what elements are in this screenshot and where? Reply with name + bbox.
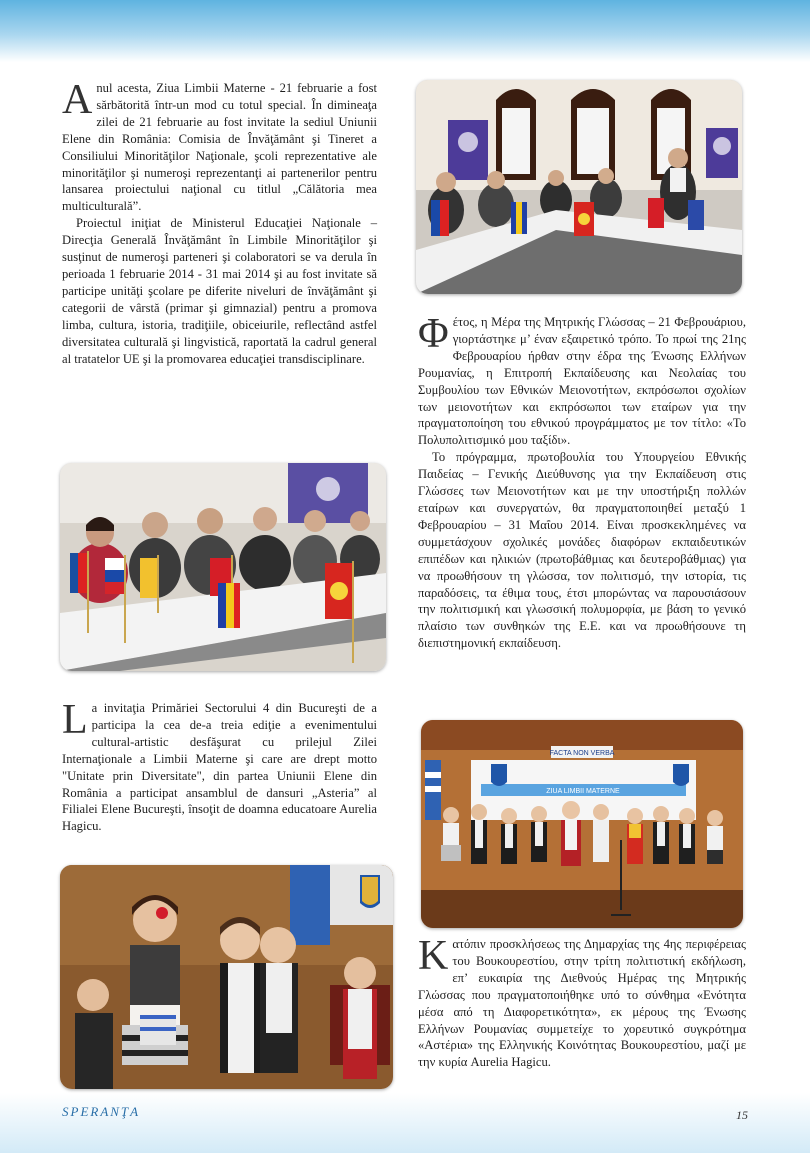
drop-cap: Φ	[418, 311, 449, 357]
article-greek-part2	[418, 933, 746, 1071]
article-greek-part1	[418, 311, 746, 652]
header-band	[0, 0, 810, 62]
drop-cap: A	[62, 77, 93, 123]
article-romanian-part1	[62, 77, 377, 367]
stage-banner-text: FACTA NON VERBA	[549, 750, 615, 757]
meeting-photo-left	[60, 463, 386, 671]
paragraph: έτος, η Μέρα της Μητρικής Γλώσσας – 21 Φεβρουάριου, γιορτάστηκε μ’ έναν εξαιρετικό τρόπο. Το πρωί της 21ης Φεβρουαρίου ήρθαν στην έδρα της Ένωσης Ελλήνων Ρουμανίας, η Επιτροπή Εκπαίδευσης και Νεολαίας του Συμβουλίου των Εθνικών Μειονοτήτων, εκπρόσωποι σχολίων των μειονοτήτων και εκπρόσωποι των εταίρων για την πραγματοποίηση του εθνικού προγράμματος με τον τίτλο: «Το Πολυπολιτισμικό μου ταξίδι».	[418, 315, 746, 448]
paragraph: ατόπιν προσκλήσεως της Δημαρχίας της 4ης περιφέρειας του Βουκουρεστίου, στην τρίτη πολιτιστική εκδήλωση, επ’ ευκαιρία της Διεθνούς Ημέρας της Μητρικής Γλώσσας που πραγματοποιήθηκε υπό το σύνθημα «Ενότητα μέσα από τη Διαφορετικότητα», εκ μέρους της Ένωσης Ελλήνων Ρουμανίας συμμετείχε το χορευτικό συγκρότημα «Αστέρια» της Ελληνικής Κοινότητας Βουκουρεστίου, μαζί με την κυρία Aurelia Hagicu.	[418, 937, 746, 1070]
drop-cap: L	[62, 697, 88, 743]
paragraph: nul acesta, Ziua Limbii Materne - 21 februarie a fost sărbătorită într-un mod cu totul special. În dimineaţa zilei de 21 februarie au fost invitate la sediul Uniunii Elene din România: Comisia de Învăţământ şi Tineret a Consiliului Minorităţilor Naţionale, şcoli reprezentative ale minorităţilor şi numeroşi reprezentanţi ai partenerilor pentru lansarea proiectului naţional cu titlul „Călătoria mea multiculturală”.	[62, 81, 377, 214]
article-romanian-part2	[62, 697, 377, 835]
children-dance-photo-left	[60, 865, 393, 1089]
paragraph: a invitaţia Primăriei Sectorului 4 din Bucureşti de a participa la cea de-a treia ediţie a evenimentului cultural-artistic desfăşurat cu prilejul Zilei Internaţionale a Limbii Materne şi care are drept motto "Unitate prin Diversitate", din partea Uniunii Elene din România a participat ansamblul de dansuri „Asteria” al Filialei Elene Bucureşti, însoţit de doamna educatoare Aurelia Hagicu.	[62, 701, 377, 834]
magazine-name: SPERANŢA	[62, 1104, 141, 1119]
conference-room-photo-right	[416, 80, 742, 294]
paragraph: Το πρόγραμμα, πρωτοβουλία του Υπουργείου Εθνικής Παιδείας – Γενικής Διεύθυνσης για την Εκπαίδευση στις Γλώσσες των Μειονοτήτων και με την υποστήριξη πολλών εταίρων και συνεργατών, θα πραγματοποιηθεί μεταξύ 1 Φεβρουαρίου – 31 Μαΐου 2014. Είναι προσκεκλημένες να συμμετάσχουν σχολικές μονάδες διαφόρων εκπαιδευτικών επιπέδων και ηλικιών (πρωτοβάθμιας και δευτεροβάθμιας) για να προωθήσουν τη γλώσσα, τον πολιτισμό, την ιστορία, τις παραδόσεις, τα έθιμα τους, έτσι μπορώντας να παρουσιάσουν την πολιτισμική και γλωσσική πολυμορφία, με βάση το γενικό πλαίσιο των συνθηκών της Ε.Ε. και να προωθήσουνε τη διεπιστημονική εκπαίδευση.	[418, 450, 746, 651]
stage-sign-text: ZIUA LIMBII MATERNE	[546, 788, 620, 795]
page-number: 15	[736, 1108, 748, 1122]
footer-band	[0, 1093, 810, 1153]
drop-cap: Κ	[418, 933, 449, 979]
paragraph: Proiectul iniţiat de Ministerul Educaţiei Naţionale – Direcţia Generală Învăţământ în Limbile Minorităţilor şi susţinut de numeroşi parteneri şi colaboratori se va derula în perioada 1 februarie 2014 - 31 mai 2014 şi au fost invitate să participe unităţi şcolare pe diferite niveluri de învăţământ şi categorii de vârstă (primar şi gimnazial) pentru a promova limba, cultura, istoria, tradiţiile, obiceiurile, reflectând astfel diversitatea culturală şi lingvistică, raportată la cadrul general al tratatelor UE şi la promovarea educaţiei transdisciplinare.	[62, 216, 377, 366]
stage-performance-photo-right	[421, 720, 743, 928]
